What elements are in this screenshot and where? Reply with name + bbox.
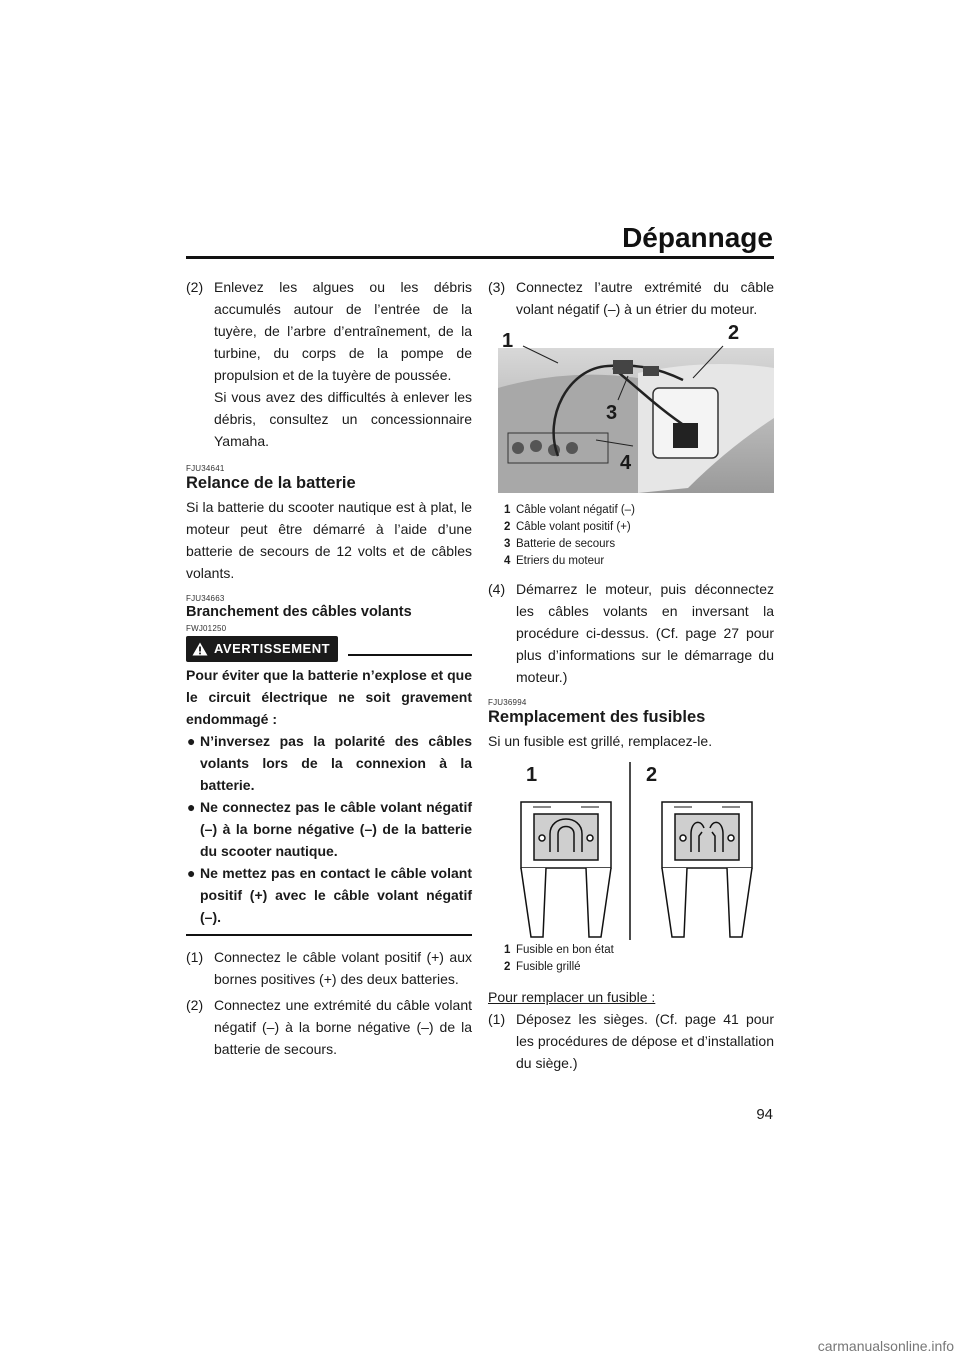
step-1-remove-seats: (1) Déposez les sièges. (Cf. page 41 pour les procédures de dépose et d’installation du siège.) [488, 1011, 774, 1071]
caption-item: 1 Câble volant négatif (–) [504, 504, 635, 516]
page-number: 94 [756, 1106, 773, 1123]
warning-bullet: ● Ne mettez pas en contact le câble volant positif (+) avec le câble volant négatif (–). [186, 862, 472, 928]
step-2-connect-negative: (2) Connectez une extrémité du câble volant négatif (–) à la borne négative (–) de la batterie de secours. [186, 997, 472, 1057]
left-column [186, 276, 472, 1060]
warning-intro: Pour éviter que la batterie n’explose et que le circuit électrique ne soit gravement endommagé : [186, 667, 472, 727]
section-heading-battery: Relance de la batterie [186, 474, 356, 492]
page-title: Dépannage [622, 222, 773, 253]
warning-header [186, 636, 472, 662]
watermark: carmanualsonline.info [817, 1338, 954, 1354]
figure1-captions [488, 502, 774, 570]
callout-4: 4 [620, 452, 632, 474]
jump-cable-figure [488, 322, 774, 498]
warning-rule [348, 654, 472, 656]
procedure-heading: Pour remplacer un fusible : [488, 989, 656, 1005]
warning-label: AVERTISSEMENT [214, 641, 331, 656]
callout-2: 2 [728, 322, 740, 344]
doc-code: FJU34641 [186, 464, 225, 473]
step-1-connect-positive: (1) Connectez le câble volant positif (+) aux bornes positives (+) des deux batteries. [186, 949, 472, 987]
caption-item: 3 Batterie de secours [504, 538, 616, 550]
step-4-start-engine: (4) Démarrez le moteur, puis déconnectez les câbles volants en inversant la procédure ci-dessus. (Cf. page 27 pour plus d’informations sur le démarrage du moteur.) [488, 581, 774, 685]
warning-body [186, 664, 472, 928]
step-3-connect-stirrup: (3) Connectez l’autre extrémité du câble volant négatif (–) à un étrier du moteur. [488, 279, 774, 317]
right-column [488, 276, 774, 1074]
subsection-heading-cables: Branchement des câbles volants [186, 604, 412, 620]
callout-1: 1 [502, 330, 514, 352]
step-2-extra: Si vous avez des difficultés à enlever les débris, consultez un concessionnaire Yamaha. [214, 389, 472, 449]
bullet-icon: ● [187, 799, 196, 815]
step-2-clean: (2) Enlevez les algues ou les débris accumulés autour de l’entrée de la tuyère, de l’arbre d’entraînement, de la turbine, du corps de la pompe de propulsion et de la tuyère de poussée. [186, 279, 472, 383]
callout-1: 1 [526, 764, 538, 786]
warning-end-rule [186, 934, 472, 936]
bullet-icon: ● [187, 733, 196, 749]
caption-item: 4 Etriers du moteur [504, 555, 605, 567]
warning-bullet: ● Ne connectez pas le câble volant négatif (–) à la borne négative (–) de la batterie du scooter nautique. [186, 796, 472, 862]
caption-item: 2 Fusible grillé [504, 961, 581, 973]
fuse-illustration [488, 762, 774, 940]
caption-item: 2 Câble volant positif (+) [504, 521, 631, 533]
doc-code: FWJ01250 [186, 624, 227, 633]
callout-2: 2 [646, 764, 658, 786]
fuse-figure [488, 762, 774, 940]
section-body-fuses: Si un fusible est grillé, remplacez-le. [488, 733, 713, 749]
section-body-battery: Si la batterie du scooter nautique est à plat, le moteur peut être démarré à l’aide d’une batterie de secours de 12 volts et de câbles volants. [186, 499, 472, 581]
callout-3: 3 [606, 402, 618, 424]
bullet-icon: ● [187, 865, 196, 881]
doc-code: FJU34663 [186, 594, 225, 603]
title-rule [186, 256, 774, 259]
doc-code: FJU36994 [488, 698, 527, 707]
warning-badge [186, 636, 338, 662]
warning-triangle-icon [192, 642, 208, 656]
figure2-captions [488, 942, 774, 976]
caption-item: 1 Fusible en bon état [504, 944, 614, 956]
warning-bullet: ● N’inversez pas la polarité des câbles volants lors de la connexion à la batterie. [186, 730, 472, 796]
section-heading-fuses: Remplacement des fusibles [488, 708, 706, 726]
